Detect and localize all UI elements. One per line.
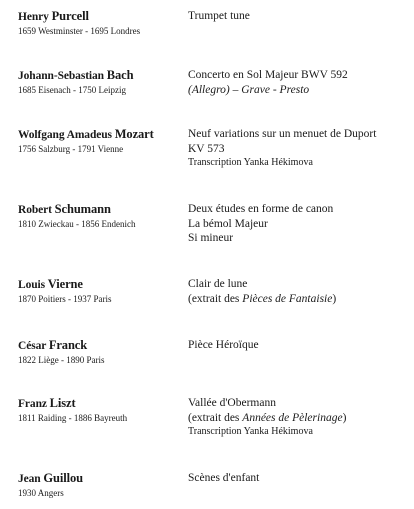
composer bbox=[18, 68, 183, 97]
work-title: Clair de lune bbox=[188, 278, 248, 290]
work-transcription: Transcription Yanka Hékimova bbox=[188, 426, 313, 437]
composer-name: César Franck bbox=[18, 338, 88, 352]
composer-name: Robert Schumann bbox=[18, 202, 111, 216]
composer-dates: 1810 Zwieckau - 1856 Endenich bbox=[18, 219, 136, 229]
composer-name: Johann-Sebastian Bach bbox=[18, 68, 134, 82]
work-title: Vallée d'Obermann bbox=[188, 397, 276, 409]
work-source: (extrait des Pièces de Fantaisie) bbox=[188, 292, 337, 305]
work-movements: (Allegro) – Grave - Presto bbox=[188, 83, 310, 96]
composer-name: Louis Vierne bbox=[18, 277, 83, 291]
work-transcription: Transcription Yanka Hékimova bbox=[188, 157, 313, 168]
composer bbox=[18, 471, 183, 500]
composer bbox=[18, 127, 183, 156]
work-catalogue: KV 573 bbox=[188, 142, 225, 155]
work bbox=[188, 127, 404, 170]
composer-dates: 1822 Liège - 1890 Paris bbox=[18, 355, 105, 365]
work bbox=[188, 396, 404, 439]
composer bbox=[18, 202, 183, 231]
composer-dates: 1870 Poitiers - 1937 Paris bbox=[18, 294, 112, 304]
work-part: La bémol Majeur bbox=[188, 217, 268, 230]
work-source: (extrait des Années de Pèlerinage) bbox=[188, 411, 347, 424]
work bbox=[188, 338, 404, 353]
composer-dates: 1811 Raiding - 1886 Bayreuth bbox=[18, 413, 128, 423]
work-title: Deux études en forme de canon bbox=[188, 203, 334, 215]
work bbox=[188, 471, 404, 486]
composer-dates: 1930 Angers bbox=[18, 488, 64, 498]
composer-name: Wolfgang Amadeus Mozart bbox=[18, 127, 154, 141]
work bbox=[188, 68, 404, 97]
work-title: Concerto en Sol Majeur BWV 592 bbox=[188, 69, 348, 81]
composer bbox=[18, 338, 183, 367]
work-title: Pièce Héroïque bbox=[188, 339, 259, 351]
composer bbox=[18, 277, 183, 306]
composer-name: Franz Liszt bbox=[18, 396, 76, 410]
work-title: Neuf variations sur un menuet de Duport bbox=[188, 128, 377, 140]
composer-dates: 1659 Westminster - 1695 Londres bbox=[18, 26, 141, 36]
composer-name: Jean Guillou bbox=[18, 471, 83, 485]
work bbox=[188, 202, 404, 246]
work bbox=[188, 9, 404, 24]
composer-dates: 1685 Eisenach - 1750 Leipzig bbox=[18, 85, 126, 95]
work bbox=[188, 277, 404, 306]
work-part: Si mineur bbox=[188, 232, 234, 244]
composer-name: Henry Purcell bbox=[18, 9, 89, 23]
composer bbox=[18, 9, 183, 38]
work-title: Trumpet tune bbox=[188, 10, 250, 22]
composer-dates: 1756 Salzburg - 1791 Vienne bbox=[18, 144, 124, 154]
work-title: Scènes d'enfant bbox=[188, 472, 260, 484]
composer bbox=[18, 396, 183, 425]
